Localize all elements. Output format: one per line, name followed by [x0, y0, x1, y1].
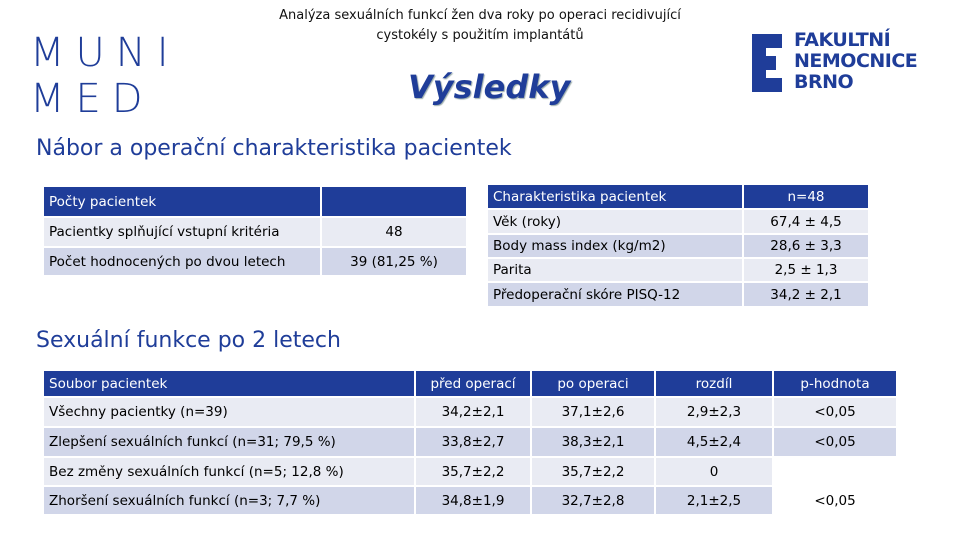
- logo-left-line2: MED: [30, 76, 154, 122]
- table-header-cell: rozdíl: [656, 371, 772, 396]
- table-cell: 4,5±2,4: [656, 428, 772, 456]
- table-header-cell: p-hodnota: [774, 371, 896, 396]
- table-row-label: Zhoršení sexuálních funkcí (n=3; 7,7 %): [44, 487, 414, 514]
- table-cell: 2,1±2,5: [656, 487, 772, 514]
- table-cell: 35,7±2,2: [532, 458, 654, 485]
- table-row-label: Bez změny sexuálních funkcí (n=5; 12,8 %): [44, 458, 414, 485]
- characteristics-row-value: 28,6 ± 3,3: [744, 235, 868, 257]
- header-title: [230, 6, 730, 46]
- table-row-label: Zlepšení sexuálních funkcí (n=31; 79,5 %): [44, 428, 414, 456]
- section2-title: Sexuální funkce po 2 letech: [36, 328, 341, 353]
- characteristics-row-label: Předoperační skóre PISQ-12: [488, 283, 742, 306]
- hospital-logo-mark-icon: [752, 34, 782, 92]
- table-cell: 38,3±2,1: [532, 428, 654, 456]
- characteristics-header-label: Charakteristika pacientek: [488, 185, 742, 208]
- characteristics-row-value: 34,2 ± 2,1: [744, 283, 868, 306]
- table-header-cell: Soubor pacientek: [44, 371, 414, 396]
- muni-med-logo: [30, 30, 180, 125]
- counts-row-value: 39 (81,25 %): [322, 248, 466, 275]
- characteristics-row-value: 2,5 ± 1,3: [744, 259, 868, 281]
- table-cell: 0: [656, 458, 772, 485]
- logo-left-line1: MUNI: [30, 30, 180, 76]
- table-header-cell: před operací: [416, 371, 530, 396]
- table-cell: 34,2±2,1: [416, 398, 530, 426]
- counts-row-label: Počet hodnocených po dvou letech: [44, 248, 320, 275]
- table-cell: 33,8±2,7: [416, 428, 530, 456]
- characteristics-row-label: Věk (roky): [488, 210, 742, 233]
- table-row-label: Všechny pacientky (n=39): [44, 398, 414, 426]
- table-cell: <0,05: [774, 398, 896, 426]
- table-cell: 34,8±1,9: [416, 487, 530, 514]
- header-title-line2: cystokély s použitím implantátů: [376, 28, 584, 43]
- characteristics-row-label: Parita: [488, 259, 742, 281]
- table-cell: 32,7±2,8: [532, 487, 654, 514]
- logo-right-line3: BRNO: [794, 71, 854, 93]
- logo-right-line2: NEMOCNICE: [794, 50, 918, 72]
- table-cell: 37,1±2,6: [532, 398, 654, 426]
- characteristics-header-value: n=48: [744, 185, 868, 208]
- header-title-line1: Analýza sexuálních funkcí žen dva roky po operaci recidivující: [279, 8, 681, 23]
- characteristics-row-label: Body mass index (kg/m2): [488, 235, 742, 257]
- table-header-cell: po operaci: [532, 371, 654, 396]
- fakultni-nemocnice-logo: [752, 30, 942, 95]
- counts-table-header-empty: [322, 187, 466, 216]
- main-title: Výsledky: [408, 68, 571, 106]
- table-cell: 35,7±2,2: [416, 458, 530, 485]
- table-cell: <0,05: [774, 428, 896, 456]
- table-cell: 2,9±2,3: [656, 398, 772, 426]
- section1-title: Nábor a operační charakteristika pacientek: [36, 136, 512, 161]
- characteristics-row-value: 67,4 ± 4,5: [744, 210, 868, 233]
- counts-table-header: Počty pacientek: [44, 187, 320, 216]
- counts-row-value: 48: [322, 218, 466, 246]
- counts-row-label: Pacientky splňující vstupní kritéria: [44, 218, 320, 246]
- table-cell: <0,05: [774, 487, 896, 514]
- logo-right-line1: FAKULTNÍ: [794, 29, 891, 51]
- table-cell: [774, 458, 896, 485]
